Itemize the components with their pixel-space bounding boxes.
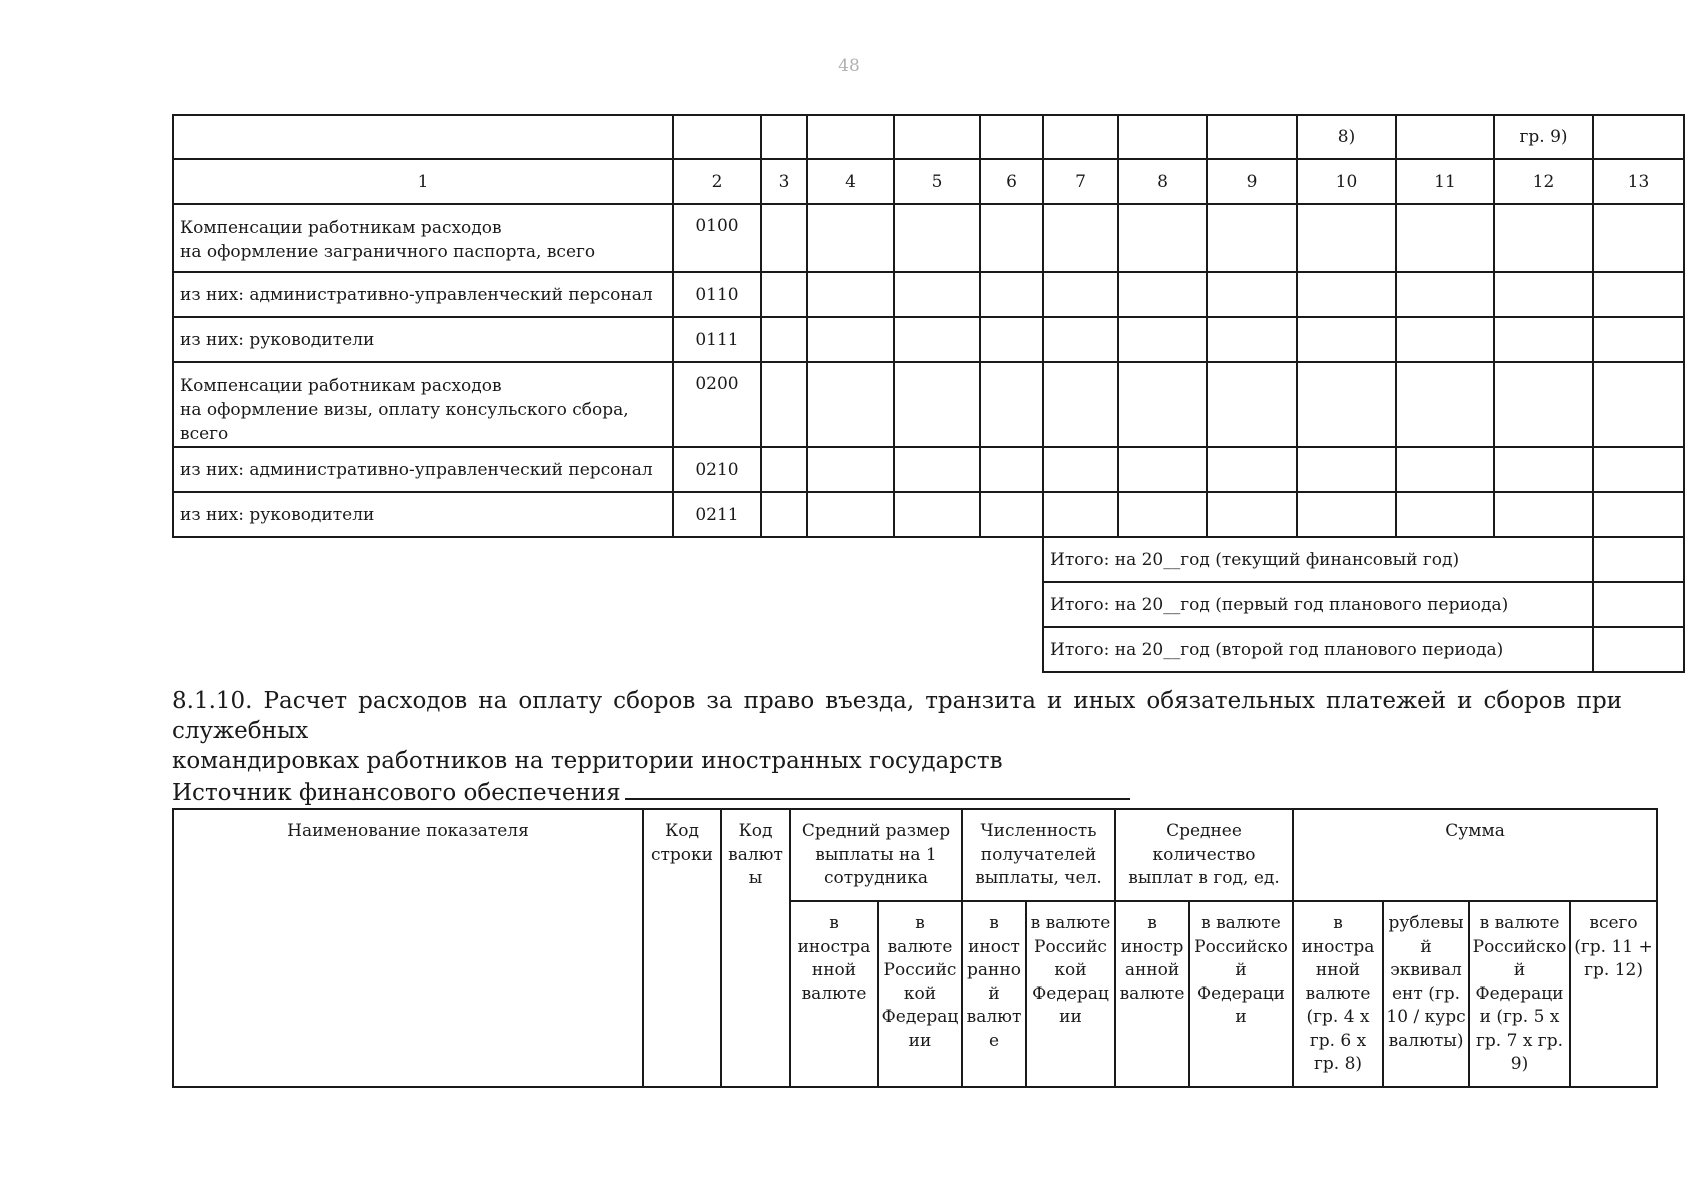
subheader-rec-rub: в валюте Российской Федерации [1026,901,1115,1087]
subheader-cnt-foreign: в иностранной валюте [1115,901,1189,1087]
column-number: 10 [1297,159,1396,204]
expenses-table-continued [172,114,1685,673]
column-number: 5 [894,159,980,204]
row-code: 0110 [673,272,761,317]
table-row [173,317,1684,362]
row-code: 0210 [673,447,761,492]
row-name: из них: руководители [173,492,673,537]
funding-source-line [172,776,1622,808]
column-number: 9 [1207,159,1297,204]
header-avg-count: Среднее количество выплат в год, ед. [1115,809,1293,901]
subheader-sum-rub-equiv: рублевый эквивалент (гр. 10 / курс валюты) [1383,901,1469,1087]
column-number: 1 [173,159,673,204]
subheader-rec-foreign: в иностранной валюте [962,901,1026,1087]
column-number: 11 [1396,159,1494,204]
header-sum: Сумма [1293,809,1657,901]
page-number: 48 [838,56,860,76]
funding-source-label: Источник финансового обеспечения [172,780,621,806]
row-code: 0111 [673,317,761,362]
fees-calculation-table [172,808,1658,1088]
header-row [173,809,1657,901]
funding-source-field[interactable] [625,776,1130,800]
row-code: 0100 [673,204,761,272]
table-row [173,272,1684,317]
row-name: из них: руководители [173,317,673,362]
column-number: 6 [980,159,1043,204]
total-value[interactable] [1593,537,1684,582]
table-row [173,204,1684,272]
header-fragment-col10: 8) [1297,115,1396,159]
column-number: 3 [761,159,807,204]
header-fragment-row [173,115,1684,159]
subheader-sum-total: всего (гр. 11 + гр. 12) [1570,901,1657,1087]
table-row [173,362,1684,447]
subheader-avg-foreign: в иностранной валюте [790,901,878,1087]
row-name: Компенсации работникам расходов на оформление визы, оплату консульского сбора, всего [173,362,673,447]
total-label: Итого: на 20__год (второй год планового периода) [1043,627,1593,672]
column-number: 2 [673,159,761,204]
total-value[interactable] [1593,582,1684,627]
column-number: 8 [1118,159,1207,204]
table-row [173,492,1684,537]
header-currency-code: Код валюты [721,809,790,1087]
total-label: Итого: на 20__год (первый год планового периода) [1043,582,1593,627]
column-number: 12 [1494,159,1593,204]
row-name: из них: административно-управленческий персонал [173,447,673,492]
total-label: Итого: на 20__год (текущий финансовый год) [1043,537,1593,582]
subheader-sum-rub: в валюте Российской Федерации (гр. 5 х гр. 7 х гр. 9) [1469,901,1570,1087]
subheader-avg-rub: в валюте Российской Федерации [878,901,962,1087]
section-title-line2: командировках работников на территории иностранных государств [172,748,1003,774]
subheader-cnt-rub: в валюте Российской Федерации [1189,901,1293,1087]
row-name: из них: административно-управленческий персонал [173,272,673,317]
header-name: Наименование показателя [173,809,643,1087]
header-recipients: Численность получателей выплаты, чел. [962,809,1115,901]
total-value[interactable] [1593,627,1684,672]
row-code: 0200 [673,362,761,447]
row-code: 0211 [673,492,761,537]
table-row [173,447,1684,492]
row-name: Компенсации работникам расходов на оформление заграничного паспорта, всего [173,204,673,272]
section-heading [172,686,1622,808]
column-number: 4 [807,159,894,204]
section-title-line1: 8.1.10. Расчет расходов на оплату сборов за право въезда, транзита и иных обязательных платежей и сборов при служебных [172,688,1622,744]
header-avg-payment: Средний размер выплаты на 1 сотрудника [790,809,962,901]
subheader-sum-foreign: в иностранной валюте (гр. 4 х гр. 6 х гр. 8) [1293,901,1383,1087]
header-row-code: Код строки [643,809,721,1087]
total-row [173,537,1684,582]
header-fragment-col12: гр. 9) [1494,115,1593,159]
column-number-row [173,159,1684,204]
column-number: 7 [1043,159,1118,204]
column-number: 13 [1593,159,1684,204]
